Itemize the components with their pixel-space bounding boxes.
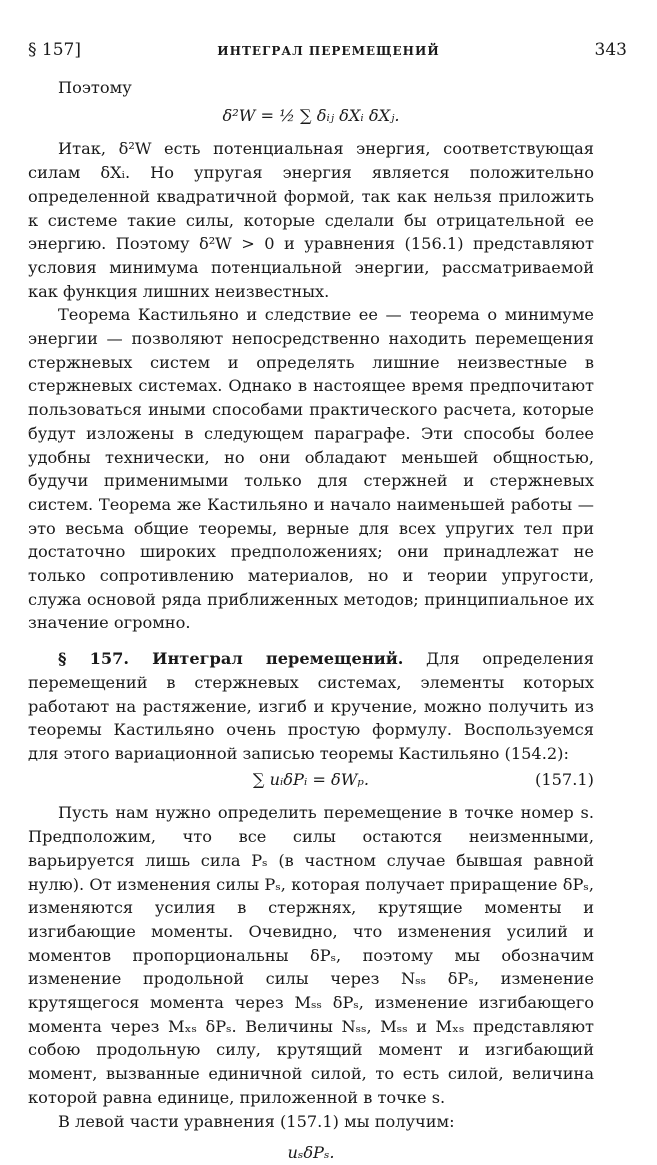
- paragraph-left-side: В левой части уравнения (157.1) мы получим:: [58, 1111, 455, 1131]
- header-title: ИНТЕГРАЛ ПЕРЕМЕЩЕНИЙ: [217, 44, 440, 58]
- paragraph-energy: Итак, δ²W есть потенциальная энергия, соответствующая силам δXᵢ. Но упругая энергия является положительно определенной квадратичной формой, так как нельзя приложить к системе такие силы, которые сделали бы отрицательной ее энергию. Поэтому δ²W > 0 и уравнения (156.1) представляют условия минимума потенциальной энергии, рассматриваемой как функция лишних неизвестных.: [28, 139, 594, 301]
- page-body: [28, 76, 594, 1165]
- formula-variational: ∑ uᵢδPᵢ = δWₚ.: [252, 769, 370, 789]
- formula-left-side: uₛδPₛ.: [287, 1143, 335, 1163]
- formula-157-1: [28, 768, 594, 792]
- header-section: § 157]: [28, 40, 81, 60]
- paragraph-castigliano: Теорема Кастильяно и следствие ее — теорема о минимуме энергии — позволяют непосредственно находить перемещения стержневых систем и определять лишние неизвестные в стержневых системах. Однако в настоящее время предпочитают пользоваться иными способами практического расчета, которые будут изложены в следующем параграфе. Эти способы более удобны технически, но они обладают меньшей общностью, будучи применимыми только для стержней и стержневых систем. Теорема же Кастильяно и начало наименьшей работы — это весьма общие теоремы, верные для всех упругих тел при достаточно широких предположениях; они принадлежат не только сопротивлению материалов, но и теории упругости, служа основой ряда приближенных методов; принципиальное их значение огромно.: [28, 305, 594, 633]
- equation-number: (157.1): [535, 769, 594, 789]
- formula-energy: δ²W = ½ ∑ δᵢⱼ δXᵢ δXⱼ.: [222, 105, 400, 125]
- page-number: 343: [594, 40, 627, 60]
- section-157: [28, 647, 594, 766]
- intro-line: Поэтому: [58, 78, 132, 97]
- paragraph-displacement: Пусть нам нужно определить перемещение в точке номер s. Предположим, что все силы остаются неизменными, варьируется лишь сила Pₛ (в частном случае бывшая равной нулю). От изменения силы Pₛ, которая получает приращение δPₛ, изменяются усилия в стержнях, крутящие моменты и изгибающие моменты. Очевидно, что изменения усилий и моментов пропорциональны δPₛ, поэтому мы обозначим изменение продольной силы через Nₛₛ δPₛ, изменение крутящегося момента через Mₛₛ δPₛ, изменение изгибающего момента через Mₓₛ δPₛ. Величины Nₛₛ, Mₛₛ и Mₓₛ представляют собою продольную силу, крутящий момент и изгибающий момент, вызванные единичной силой, то есть силой, величина которой равна единице, приложенной в точке s.: [28, 803, 594, 1107]
- section-intro-text: Для определения перемещений в стержневых системах, элементы которых работают на растяжение, изгиб и кручение, можно получить из теоремы Кастильяно очень простую формулу. Воспользуемся для этого вариационной записью теоремы Кастильяно (154.2):: [28, 649, 594, 763]
- section-heading: § 157. Интеграл перемещений.: [58, 649, 404, 669]
